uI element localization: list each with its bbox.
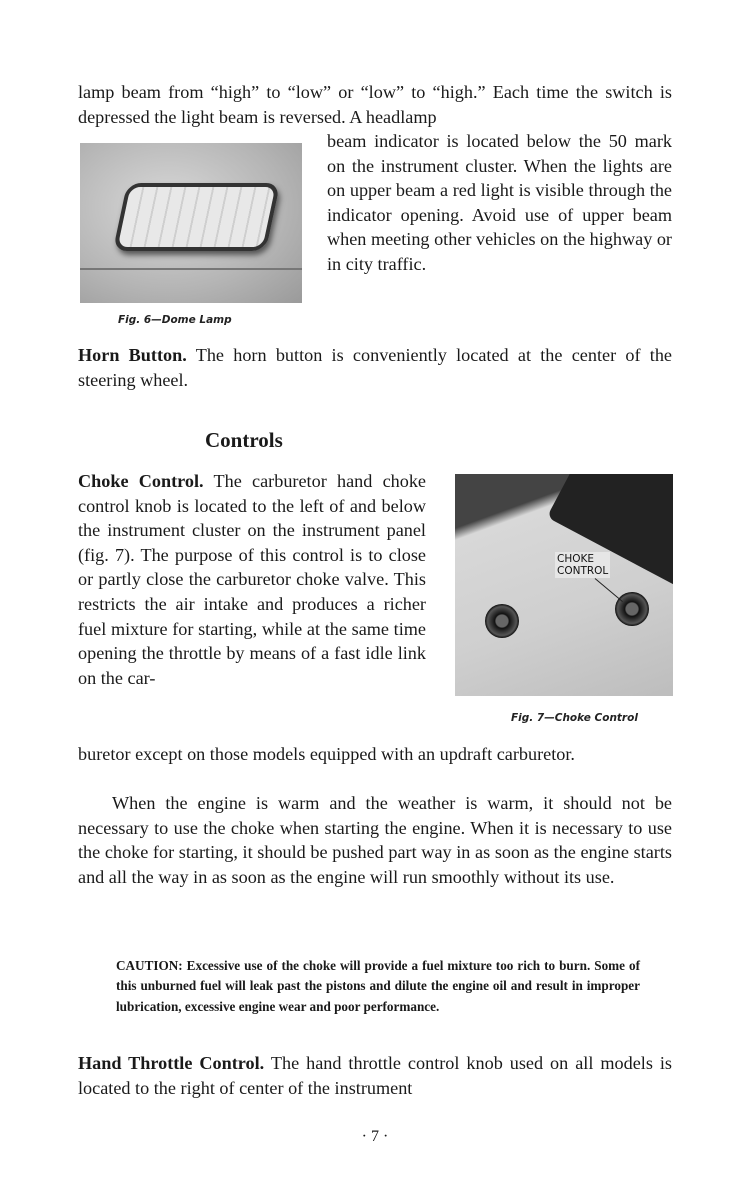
choke-control-title: Choke Control.	[78, 471, 204, 491]
caution-note	[116, 956, 640, 1017]
choke-control-label: CHOKE CONTROL	[557, 553, 609, 577]
caution-text: Excessive use of the choke will provide a fuel mixture too rich to burn. Some of this unburned fuel will leak past the pistons and dilute the engine oil and result in improper lubrication, excessive engine wear and poor performance.	[116, 958, 640, 1014]
figure-7-caption: Fig. 7—Choke Control	[511, 712, 638, 724]
intro-paragraph-wrapped: beam indicator is located below the 50 mark on the instrument cluster. When the lights are on upper beam a red light is visible through the indicator opening. Avoid use of upper beam when meeting other vehicles on the highway or in city traffic.	[327, 131, 672, 274]
choke-knob-image	[615, 592, 649, 626]
choke-warm-engine-paragraph: When the engine is warm and the weather is warm, it should not be necessary to use the choke when starting the engine. When it is necessary to use the choke for starting, it should be pushed part way in as soon as the engine starts and all the way in as soon as the engine will run smoothly without its use.	[78, 793, 672, 887]
choke-control-text: The carburetor hand choke control knob is located to the left of and below the instrument cluster on the instrument panel (fig. 7). The purpose of this control is to close or partly close the carburetor choke valve. This restricts the air intake and produces a richer fuel mixture for starting, while at the same time opening the throttle by means of a fast idle link on the car-	[78, 471, 426, 688]
choke-control-paragraph-continued: buretor except on those models equipped with an updraft carburetor.	[78, 744, 575, 764]
figure-6-dome-lamp-photo	[80, 143, 302, 303]
horn-button-text: The horn button is conveniently located at the center of the steering wheel.	[78, 345, 673, 390]
choke-control-paragraph	[78, 469, 426, 690]
hand-throttle-text: The hand throttle control knob used on all models is located to the right of center of the instrument	[78, 1053, 672, 1098]
figure-6-caption: Fig. 6—Dome Lamp	[118, 314, 232, 326]
figure-7-choke-control-photo	[455, 474, 673, 696]
caution-label: CAUTION:	[116, 958, 183, 973]
hand-throttle-title: Hand Throttle Control.	[78, 1053, 265, 1073]
intro-paragraph-start: lamp beam from “high” to “low” or “low” to “high.” Each time the switch is depressed the light beam is reversed. A headlamp	[78, 82, 672, 127]
dome-lamp-image	[113, 183, 280, 251]
knob-image	[485, 604, 519, 638]
horn-button-paragraph	[78, 343, 672, 392]
hand-throttle-paragraph	[78, 1051, 672, 1100]
page-number: · 7 ·	[361, 1128, 389, 1145]
section-heading-controls: Controls	[205, 428, 283, 452]
horn-button-title: Horn Button.	[78, 345, 187, 365]
